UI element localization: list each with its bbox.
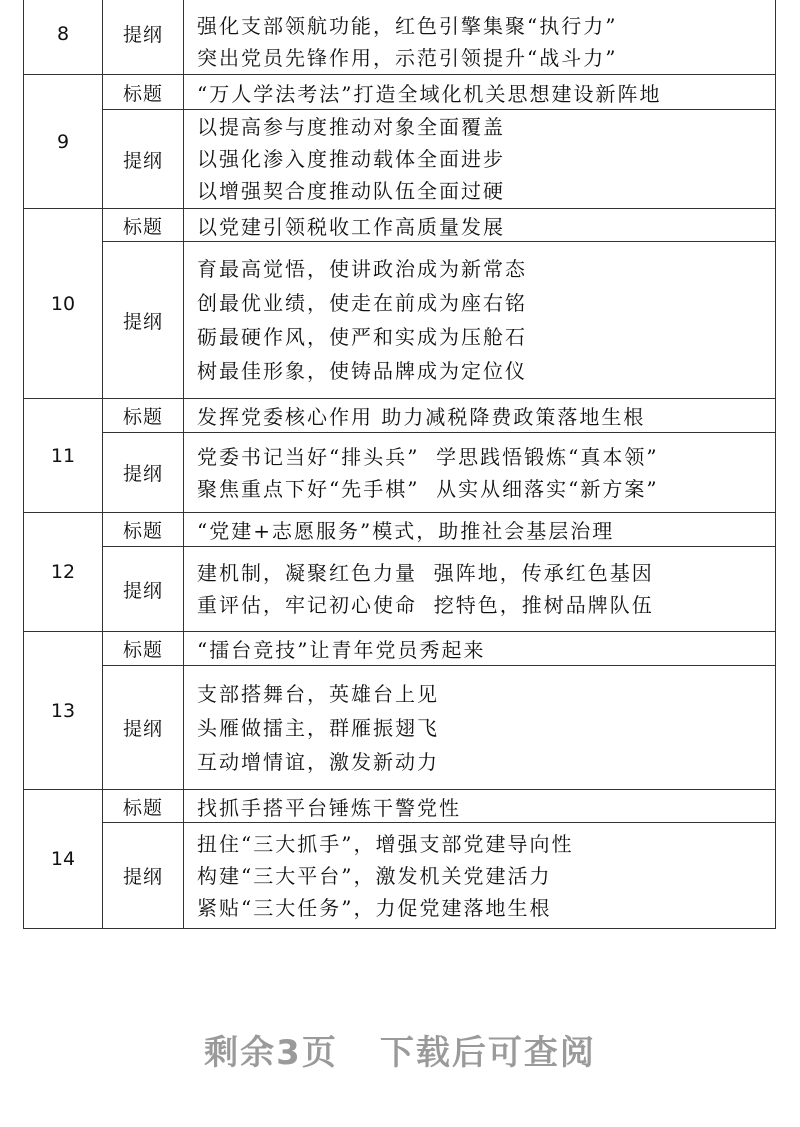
outline-line: 强化支部领航功能，红色引擎集聚“执行力” [197, 13, 618, 38]
outline-label: 提纲 [103, 666, 184, 790]
table-row [24, 547, 776, 632]
outline-label: 提纲 [103, 110, 184, 209]
table-row [24, 110, 776, 209]
outline-cell [184, 0, 776, 75]
download-hint-text: 下载后可查阅 [379, 1033, 596, 1073]
row-number: 14 [24, 790, 103, 929]
title-cell: “擂台竞技”让青年党员秀起来 [184, 632, 776, 666]
outline-line: 建机制，凝聚红色力量 强阵地，传承红色基因 [197, 561, 654, 585]
table-row [24, 242, 776, 399]
outline-line: 互动增情谊，激发新动力 [197, 749, 439, 774]
title-label: 标题 [103, 790, 184, 823]
outline-line: 以提高参与度推动对象全面覆盖 [197, 115, 505, 139]
title-cell: 找抓手搭平台锤炼干警党性 [184, 790, 776, 823]
table-row [24, 433, 776, 513]
title-label: 标题 [103, 209, 184, 242]
outline-line: 砺最硬作风，使严和实成为压舱石 [197, 325, 527, 349]
table-row [24, 0, 776, 75]
outline-cell [184, 547, 776, 632]
outline-label: 提纲 [103, 242, 184, 399]
table-row [24, 209, 776, 242]
outline-line: 以增强契合度推动队伍全面过硬 [197, 179, 505, 203]
row-number: 9 [24, 75, 103, 209]
row-number: 11 [24, 399, 103, 513]
outline-cell [184, 823, 776, 929]
table-row [24, 790, 776, 823]
table-row [24, 823, 776, 929]
outline-line: 紧贴“三大任务”，力促党建落地生根 [197, 895, 552, 920]
outline-line: 重评估，牢记初心使命 挖特色，推树品牌队伍 [197, 593, 654, 617]
outline-cell [184, 666, 776, 790]
outline-line: 树最佳形象，使铸品牌成为定位仪 [197, 359, 527, 383]
table-row [24, 632, 776, 666]
outline-label: 提纲 [103, 823, 184, 929]
remaining-pages-text: 剩余3页 [204, 1033, 338, 1073]
row-number: 10 [24, 209, 103, 399]
table-row [24, 513, 776, 547]
outline-label: 提纲 [103, 0, 184, 75]
outline-line: 突出党员先锋作用，示范引领提升“战斗力” [197, 45, 618, 70]
table-row [24, 666, 776, 790]
row-number: 8 [24, 0, 103, 75]
table-row [24, 399, 776, 433]
title-cell: 以党建引领税收工作高质量发展 [184, 209, 776, 242]
title-cell: 发挥党委核心作用 助力减税降费政策落地生根 [184, 399, 776, 433]
title-cell: “党建+志愿服务”模式，助推社会基层治理 [184, 513, 776, 547]
outline-line: 育最高觉悟，使讲政治成为新常态 [197, 257, 527, 281]
row-number: 12 [24, 513, 103, 632]
outline-line: 党委书记当好“排头兵” 学思践悟锻炼“真本领” [197, 444, 659, 469]
outline-cell [184, 433, 776, 513]
title-label: 标题 [103, 75, 184, 110]
title-cell: “万人学法考法”打造全域化机关思想建设新阵地 [184, 75, 776, 110]
outline-line: 扭住“三大抓手”，增强支部党建导向性 [197, 831, 574, 856]
outline-cell [184, 110, 776, 209]
outline-label: 提纲 [103, 547, 184, 632]
outline-cell [184, 242, 776, 399]
table-row [24, 75, 776, 110]
outline-line: 聚焦重点下好“先手棋” 从实从细落实“新方案” [197, 476, 659, 501]
outline-table [23, 0, 776, 929]
outline-line: 创最优业绩，使走在前成为座右铭 [197, 291, 527, 315]
outline-line: 头雁做擂主，群雁振翅飞 [197, 715, 439, 740]
title-label: 标题 [103, 632, 184, 666]
outline-line: 构建“三大平台”，激发机关党建活力 [197, 863, 552, 888]
title-label: 标题 [103, 399, 184, 433]
title-label: 标题 [103, 513, 184, 547]
remaining-pages-banner [0, 1025, 800, 1074]
outline-line: 支部搭舞台，英雄台上见 [197, 681, 439, 706]
row-number: 13 [24, 632, 103, 790]
outline-label: 提纲 [103, 433, 184, 513]
outline-line: 以强化渗入度推动载体全面进步 [197, 147, 505, 171]
